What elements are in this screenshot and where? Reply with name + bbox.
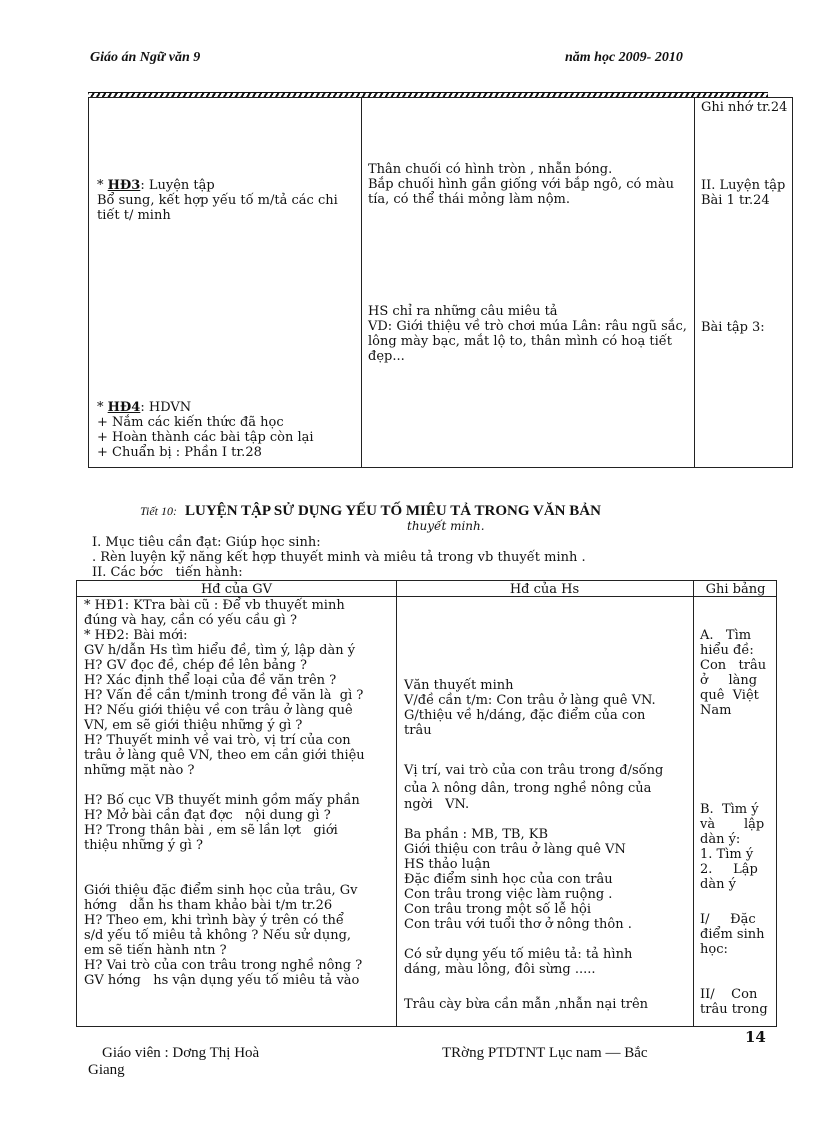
footer-teacher: Giáo viên : Dơng Thị Hoà (102, 1045, 260, 1061)
teacher-line: đúng và hay, cần có yếu cầu gì ? (84, 613, 297, 628)
lesson-number: Tiết 10: (140, 504, 178, 518)
steps-heading: II. Các bớc tiến hành: (92, 565, 243, 580)
board-line: và lập (700, 817, 765, 832)
board-note-3: Bài tập 3: (701, 320, 765, 335)
teacher-line: H? Thuyết minh về vai trò, vị trí của con (84, 733, 351, 748)
board-line: 1. Tìm ý (700, 847, 754, 862)
col-divider (693, 581, 694, 1026)
board-line: Con trâu (700, 658, 767, 673)
hd4-line: + Hoàn thành các bài tập còn lại (97, 430, 314, 445)
teacher-line: thiệu những ý gì ? (84, 838, 203, 853)
header-school-year: năm học 2009- 2010 (565, 50, 683, 65)
teacher-line: hớng dẫn hs tham khảo bài t/m tr.26 (84, 898, 333, 913)
board-line: Nam (700, 703, 732, 718)
hd4-line: + Chuẩn bị : Phần I tr.28 (97, 445, 262, 460)
teacher-line: H? Mở bài cần đạt đợc nội dung gì ? (84, 808, 331, 823)
top-table (88, 97, 793, 468)
hd4-label: HĐ4 (107, 400, 141, 415)
student-line: Có sử dụng yếu tố miêu tả: tả hình (404, 947, 633, 962)
student-line: Giới thiệu con trâu ở làng quê VN (404, 842, 626, 857)
lesson-title: Tiết 10: LUYỆN TẬP SỬ DỤNG YẾU TỐ MIÊU TẢ TRONG VĂN BẢN (140, 503, 601, 519)
board-line: II/ Con (700, 987, 758, 1002)
teacher-line: H? Trong thân bài , em sẽ lần lợt giới (84, 823, 338, 838)
teacher-line: những mặt nào ? (84, 763, 195, 778)
student-line: Con trâu với tuổi thơ ở nông thôn . (404, 917, 632, 932)
board-note-1: Ghi nhớ tr.24 (701, 100, 788, 115)
footer-school: TRờng PTDTNT Lục nam — Bắc (442, 1045, 648, 1061)
board-line: ở làng (700, 673, 758, 688)
teacher-line: H? Vai trò của con trâu trong nghề nông ? (84, 958, 363, 973)
goal-heading: I. Mục tiêu cần đạt: Giúp học sinh: (92, 535, 321, 550)
main-table (76, 580, 777, 1027)
teacher-line: H? Nếu giới thiệu về con trâu ở làng quê (84, 703, 353, 718)
teacher-line: * HĐ2: Bài mới: (84, 628, 188, 643)
student-answer-2: HS chỉ ra những câu miêu tả VD: Giới thiệu về trò chơi múa Lân: râu ngũ sắc, lông mày bạc, mắt lộ to, thân mình có hoạ tiết đẹp... (368, 304, 687, 364)
hd3-heading: * HĐ3: Luyện tập (97, 178, 215, 193)
board-line: I/ Đặc (700, 912, 756, 927)
hd4-heading: * HĐ4: HDVN (97, 400, 192, 415)
board-line: A. Tìm (700, 628, 752, 643)
student-line: Văn thuyết minh (404, 678, 514, 693)
teacher-line: s/d yếu tố miêu tả không ? Nếu sử dụng, (84, 928, 352, 943)
board-line: dàn ý (700, 877, 736, 892)
lesson-subtitle: thuyết minh. (407, 519, 485, 533)
board-line: dàn ý: (700, 832, 741, 847)
board-line: học: (700, 942, 728, 957)
page-number: 14 (745, 1028, 766, 1046)
student-line: Vị trí, vai trò của con trâu trong đ/sống (404, 763, 664, 778)
student-line: V/đề cần t/m: Con trâu ở làng quê VN. (404, 693, 656, 708)
teacher-line: trâu ở làng quê VN, theo em cần giới thiệu (84, 748, 365, 763)
teacher-line: H? Theo em, khi trình bày ý trên có thể (84, 913, 344, 928)
student-line: ngời VN. (404, 797, 470, 812)
student-line: trâu (404, 723, 432, 738)
teacher-line: H? Vấn đề cần t/minh trong đề văn là gì ? (84, 688, 364, 703)
student-line: của λ nông dân, trong nghề nông của (404, 781, 652, 796)
student-line: Đặc điểm sinh học của con trâu (404, 872, 613, 887)
student-answer-1: Thân chuối có hình tròn , nhẵn bóng. Bắp chuối hình gần giống với bắp ngô, có màu tía, có thể thái mỏng làm nộm. (368, 162, 674, 207)
board-line: quê Việt (700, 688, 759, 703)
header-board: Ghi bảng (705, 582, 766, 597)
footer-teacher-cont: Giang (88, 1062, 125, 1078)
teacher-line: VN, em sẽ giới thiệu những ý gì ? (84, 718, 303, 733)
teacher-line: * HĐ1: KTra bài cũ : Để vb thuyết minh (84, 598, 345, 613)
student-line: Ba phần : MB, TB, KB (404, 827, 548, 842)
teacher-line: H? Xác định thể loại của đề văn trên ? (84, 673, 337, 688)
student-line: Con trâu trong một số lễ hội (404, 902, 591, 917)
teacher-line: H? GV đọc đề, chép đề lên bảng ? (84, 658, 307, 673)
board-note-2: II. Luyện tập Bài 1 tr.24 (701, 178, 786, 208)
student-line: HS thảo luận (404, 857, 491, 872)
board-line: 2. Lập (700, 862, 758, 877)
student-line: G/thiệu về h/dáng, đặc điểm của con (404, 708, 646, 723)
board-line: điểm sinh (700, 927, 765, 942)
board-line: B. Tìm ý (700, 802, 759, 817)
header-teacher: Hđ của GV (200, 582, 273, 597)
goal-line: . Rèn luyện kỹ năng kết hợp thuyết minh và miêu tả trong vb thuyết minh . (92, 550, 586, 565)
teacher-line: Giới thiệu đặc điểm sinh học của trâu, Gv (84, 883, 358, 898)
header-subject: Giáo án Ngữ văn 9 (90, 50, 201, 65)
hd3-label: HĐ3 (107, 178, 141, 193)
teacher-line: GV h/dẫn Hs tìm hiểu đề, tìm ý, lập dàn ý (84, 643, 356, 658)
col-divider (361, 98, 362, 467)
col-divider (694, 98, 695, 467)
board-line: hiểu đề: (700, 643, 754, 658)
header-student: Hđ của Hs (509, 582, 580, 597)
teacher-line: H? Bố cục VB thuyết minh gồm mấy phần (84, 793, 360, 808)
hd3-body: Bổ sung, kết hợp yếu tố m/tả các chi tiết t/ minh (97, 193, 338, 223)
student-line: Con trâu trong việc làm ruộng . (404, 887, 613, 902)
teacher-line: em sẽ tiến hành ntn ? (84, 943, 227, 958)
student-line: Trâu cày bừa cần mẫn ,nhẫn nại trên (404, 997, 649, 1012)
hd4-line: + Nắm các kiến thức đã học (97, 415, 284, 430)
col-divider (396, 581, 397, 1026)
teacher-line: GV hớng hs vận dụng yếu tố miêu tả vào (84, 973, 360, 988)
student-line: dáng, màu lông, đôi sừng ..... (404, 962, 596, 977)
board-line: trâu trong (700, 1002, 768, 1017)
